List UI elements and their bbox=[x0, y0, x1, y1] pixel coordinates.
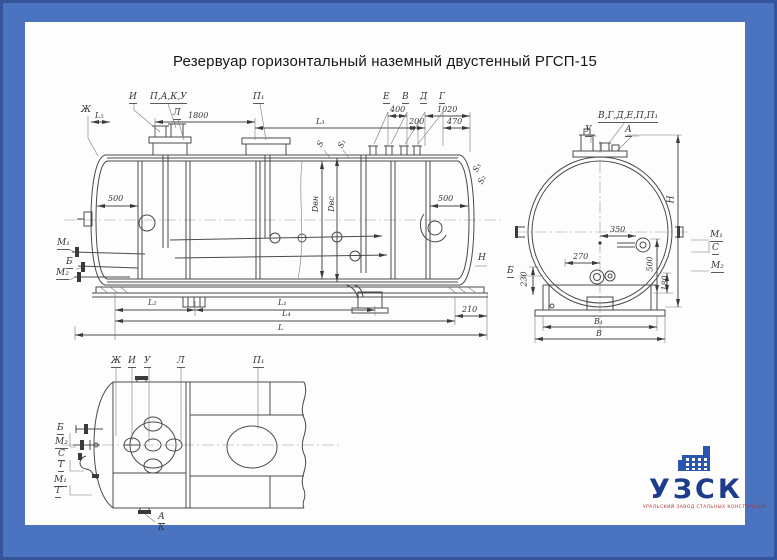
plan-view-drawing bbox=[48, 352, 348, 542]
drawing-sheet bbox=[25, 22, 767, 533]
plan-label-m2: М₂ bbox=[55, 437, 68, 447]
end-dim-180: 180 bbox=[660, 275, 670, 291]
plan-label-b: Б bbox=[57, 423, 64, 433]
side-dim-200: 200 bbox=[409, 117, 425, 126]
side-label-i: И bbox=[129, 92, 137, 102]
end-view-drawing bbox=[505, 95, 750, 355]
end-label-a: А bbox=[625, 125, 632, 135]
end-dim-500: 500 bbox=[645, 256, 655, 272]
end-dim-b: В bbox=[596, 329, 602, 338]
side-label-e: Е bbox=[383, 92, 390, 102]
end-label-m1: М₁ bbox=[710, 230, 723, 240]
side-dim-l2: L₂ bbox=[148, 298, 157, 307]
plan-label-c: С bbox=[58, 449, 65, 459]
side-dim-210: 210 bbox=[462, 305, 478, 314]
end-dim-270: 270 bbox=[573, 252, 589, 261]
side-dim-l3: L₃ bbox=[316, 117, 325, 126]
side-dim-dvn: Dвн bbox=[311, 195, 321, 213]
side-label-g: Г bbox=[439, 92, 445, 102]
plan-view-geometry bbox=[48, 352, 348, 542]
side-dim-l1: L₁ bbox=[278, 298, 287, 307]
plan-label-zh: Ж bbox=[111, 356, 122, 366]
side-label-zh: Ж bbox=[81, 105, 92, 115]
side-label-v: В bbox=[402, 92, 409, 102]
side-label-s: S bbox=[315, 139, 326, 149]
side-label-b: Б bbox=[66, 257, 73, 267]
side-label-m1: М₁ bbox=[57, 238, 70, 248]
end-dim-350: 350 bbox=[610, 225, 626, 234]
side-dim-1020: 1020 bbox=[437, 105, 458, 114]
company-logo bbox=[643, 443, 767, 527]
plan-label-t1: Т bbox=[58, 460, 65, 470]
side-dim-1800: 1800 bbox=[188, 111, 209, 120]
side-label-s3: S₃ bbox=[470, 161, 483, 174]
side-label-s2: S₂ bbox=[475, 173, 488, 186]
plan-label-l: Л bbox=[177, 356, 185, 366]
end-label-u: У bbox=[585, 125, 592, 135]
side-label-d: Д bbox=[420, 92, 428, 102]
plan-label-i: И bbox=[128, 356, 136, 366]
end-label-b-left: Б bbox=[507, 266, 514, 276]
end-label-n: Н bbox=[666, 195, 677, 204]
plan-label-k: К bbox=[158, 523, 165, 533]
end-label-c: С bbox=[712, 243, 719, 253]
side-dim-500-left: 500 bbox=[108, 194, 124, 203]
logo-name: УЗСК bbox=[649, 474, 743, 505]
plan-label-t2: Т bbox=[55, 486, 62, 496]
side-dim-l5: L₅ bbox=[95, 111, 104, 120]
side-label-p1: П₁ bbox=[253, 92, 265, 102]
side-view-drawing bbox=[50, 88, 520, 350]
end-label-group: В,Г,Д,Е,П,П₁ bbox=[598, 111, 659, 121]
drawing-title: Резервуар горизонтальный наземный двустенный РГСП-15 bbox=[172, 53, 598, 70]
plan-label-a: А bbox=[158, 512, 165, 522]
plan-label-p1: П₁ bbox=[253, 356, 265, 366]
side-label-s1: S₁ bbox=[335, 137, 348, 150]
logo-subtitle: УРАЛЬСКИЙ ЗАВОД СТАЛЬНЫХ КОНСТРУКЦИЙ bbox=[643, 505, 767, 510]
side-label-l: Л bbox=[173, 108, 181, 118]
end-label-m2: М₂ bbox=[711, 261, 724, 271]
side-dim-dvs: Dвс bbox=[326, 196, 336, 212]
end-dim-b1: В₁ bbox=[594, 317, 604, 326]
factory-icon bbox=[674, 443, 718, 475]
plan-label-m1: М₁ bbox=[54, 475, 67, 485]
side-dim-400: 400 bbox=[390, 105, 406, 114]
side-dim-l4: L₄ bbox=[282, 309, 291, 318]
side-label-paku: П,А,К,У bbox=[150, 92, 187, 102]
side-dim-l: L bbox=[278, 323, 284, 332]
side-label-m2: М₂ bbox=[56, 268, 69, 278]
plan-label-u: У bbox=[144, 356, 151, 366]
side-dim-500-right: 500 bbox=[438, 194, 454, 203]
side-label-n: Н bbox=[478, 253, 486, 263]
end-dim-230: 230 bbox=[519, 271, 529, 287]
side-dim-470: 470 bbox=[447, 117, 463, 126]
